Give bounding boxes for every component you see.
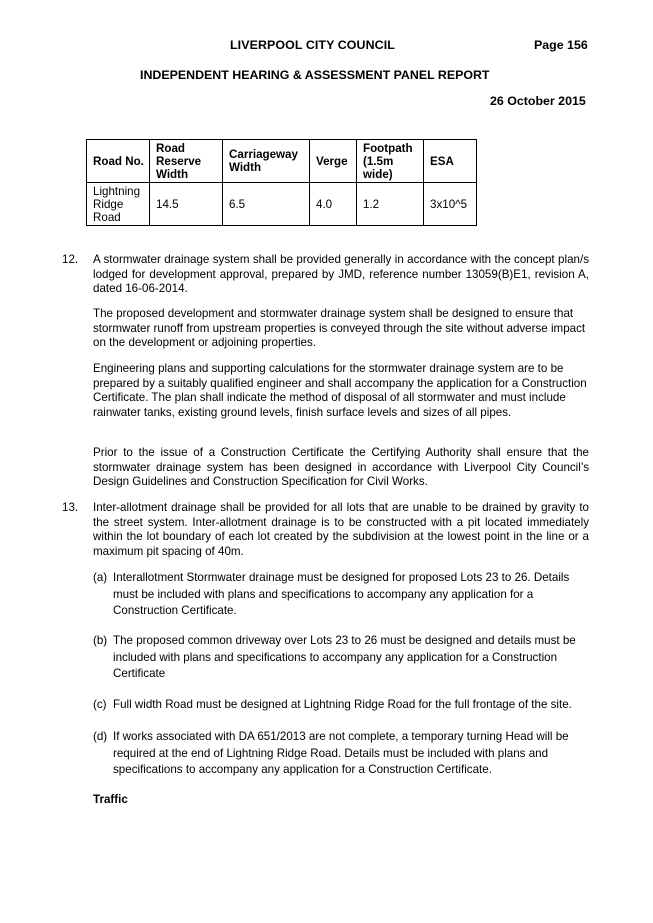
table-row xyxy=(87,183,477,226)
table-cell: 14.5 xyxy=(150,183,223,226)
table-header-cell: Verge xyxy=(310,140,357,183)
list-item-label: (b) xyxy=(93,634,108,647)
list-item-label: (a) xyxy=(93,571,108,584)
table-cell: Lightning Ridge Road xyxy=(87,183,150,226)
condition-paragraph: A stormwater drainage system shall be provided generally in accordance with the concept plan/s lodged for development approval, prepared by JMD, reference number 13059(B)E1, revision A, dated 16-06-2014. xyxy=(93,253,589,295)
page-number: Page 156 xyxy=(534,38,588,52)
condition-paragraph: The proposed development and stormwater drainage system shall be designed to ensure that stormwater runoff from upstream properties is conveyed through the site without adverse impact on the development or adjoining properties. xyxy=(93,307,586,349)
list-item-text: Interallotment Stormwater drainage must be designed for proposed Lots 23 to 26. Details must be included with plans and specifications to accompany any application for a Construction Certificate. xyxy=(113,571,570,617)
condition-number: 13. xyxy=(62,501,79,514)
list-item-text: Full width Road must be designed at Lightning Ridge Road for the full frontage of the site. xyxy=(113,698,572,711)
table-header-row xyxy=(87,140,477,183)
table-header-cell: Carriageway Width xyxy=(223,140,310,183)
table-cell: 6.5 xyxy=(223,183,310,226)
table-cell: 3x10^5 xyxy=(424,183,477,226)
report-date: 26 October 2015 xyxy=(490,94,586,108)
table-header-cell: ESA xyxy=(424,140,477,183)
table-cell: 4.0 xyxy=(310,183,357,226)
condition-paragraph: Prior to the issue of a Construction Certificate the Certifying Authority shall ensure that the stormwater drainage system has been designed in accordance with Liverpool City Council’s Design Guidelines and Construction Specification for Civil Works. xyxy=(93,446,589,488)
table-header-cell: Footpath (1.5m wide) xyxy=(357,140,424,183)
report-title: INDEPENDENT HEARING & ASSESSMENT PANEL REPORT xyxy=(140,68,490,82)
list-item-text: If works associated with DA 651/2013 are not complete, a temporary turning Head will be required at the end of Lightning Ridge Road. Details must be included with plans and specifications to accompany any application for a Construction Certificate. xyxy=(113,730,569,776)
table-cell: 1.2 xyxy=(357,183,424,226)
condition-paragraph: Engineering plans and supporting calculations for the stormwater drainage system are to be prepared by a suitably qualified engineer and shall accompany the application for a Construction Certificate. The plan shall indicate the method of disposal of all stormwater and must include rainwater tanks, existing ground levels, finish surface levels and sizes of all pipes. xyxy=(93,362,587,419)
council-name: LIVERPOOL CITY COUNCIL xyxy=(230,38,395,52)
section-heading: Traffic xyxy=(93,793,128,806)
table-header-cell: Road No. xyxy=(87,140,150,183)
list-item-label: (d) xyxy=(93,730,108,743)
condition-number: 12. xyxy=(62,253,79,266)
list-item-text: The proposed common driveway over Lots 23 to 26 must be designed and details must be included with plans and specifications to accompany any application for a Construction Certificate xyxy=(113,634,576,680)
road-table xyxy=(86,139,477,226)
table-header-cell: Road Reserve Width xyxy=(150,140,223,183)
list-item-label: (c) xyxy=(93,698,107,711)
condition-paragraph: Inter-allotment drainage shall be provided for all lots that are unable to be drained by gravity to the street system. Inter-allotment drainage is to be constructed with a pit located immediately within the lot boundary of each lot created by the subdivision at the lowest point in the line or a maximum pit spacing of 40m. xyxy=(93,501,589,558)
